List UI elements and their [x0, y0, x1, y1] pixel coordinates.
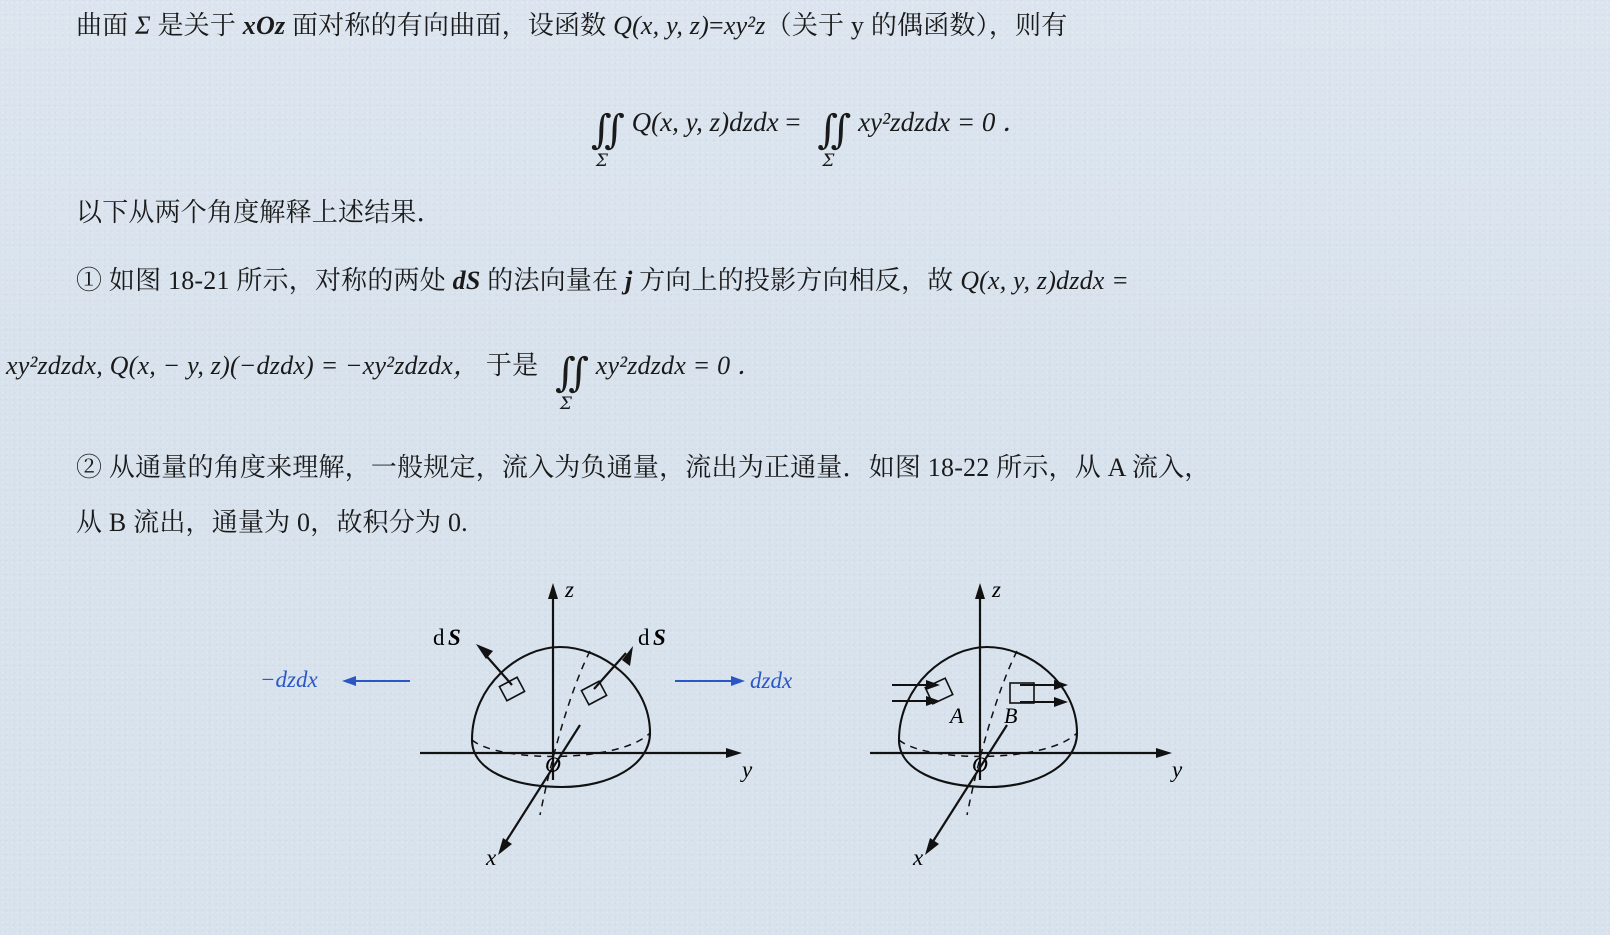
- meridian-dashed-2: [967, 651, 1017, 815]
- origin-label: O: [545, 752, 561, 777]
- ds-arrowhead-left: [476, 644, 493, 659]
- ds-label-right-d: d: [638, 625, 650, 650]
- y-axis-arrow: [726, 748, 742, 758]
- x-axis-label-2: x: [913, 845, 924, 870]
- paragraph-6: 从 B 流出，通量为 0，故积分为 0.: [76, 508, 468, 537]
- flux-arrowhead-right: [731, 676, 745, 686]
- eq-right-side: xy²zdzdx = 0 ．: [858, 107, 1030, 137]
- eq-equals: =: [785, 107, 801, 137]
- x-axis-arrow-2: [925, 838, 939, 855]
- y-axis-label: y: [742, 757, 753, 782]
- x-axis-arrow: [498, 838, 512, 855]
- q-function: Q(x, y, z): [613, 11, 709, 40]
- figure-18-21: [250, 565, 850, 925]
- label-b: B: [1004, 703, 1018, 728]
- origin-label-2: O: [972, 752, 988, 777]
- y-axis-arrow-2: [1156, 748, 1172, 758]
- x-axis-line-2: [932, 725, 1007, 843]
- p4-expression-b: xy²zdzdx = 0 ．: [595, 351, 764, 380]
- figure-18-22-svg: [870, 565, 1370, 925]
- eq-left-side: Q(x, y, z)dzdx: [631, 107, 779, 137]
- p1-text-b: 是关于: [150, 11, 243, 40]
- z-axis-label-2: z: [992, 577, 1001, 602]
- x-axis-line: [505, 725, 580, 843]
- p4-expression-a: xy²zdzdx, Q(x, − y, z)(−dzdx) = −xy²zdzdx，: [6, 351, 480, 380]
- ds-patch-right: [581, 681, 606, 705]
- surface-outline-2: [899, 647, 1077, 787]
- p3-q-expression: Q(x, y, z)dzdx =: [960, 266, 1129, 295]
- double-integral-symbol-2: ∬ Σ: [817, 107, 842, 172]
- integral-domain-sigma-3: Σ: [559, 393, 573, 414]
- p1-text-a: 曲面: [76, 11, 136, 40]
- surface-outline: [472, 647, 650, 787]
- display-equation: [0, 100, 1610, 172]
- figure-18-22: [870, 565, 1370, 925]
- paragraph-2: 以下从两个角度解释上述结果．: [76, 198, 443, 227]
- flux-label-right: dzdx: [750, 668, 793, 693]
- outflow-arrowhead-b-1: [1054, 680, 1068, 690]
- outflow-arrowhead-b-2: [1054, 697, 1068, 707]
- z-axis-label: z: [565, 577, 574, 602]
- flux-label-left: −dzdx: [260, 667, 318, 692]
- p3-text-c: 方向上的投影方向相反，故: [632, 266, 961, 295]
- q-expression: xy²z: [723, 11, 766, 40]
- integral-domain-sigma-1: Σ: [595, 151, 608, 172]
- double-integral-symbol-3: ∬ Σ: [555, 349, 580, 414]
- z-axis-arrow: [548, 583, 558, 599]
- z-axis-arrow-2: [975, 583, 985, 599]
- integral-domain-sigma-2: Σ: [822, 151, 835, 172]
- p1-text-c: 面对称的有向曲面，设函数: [285, 11, 614, 40]
- y-axis-label-2: y: [1172, 757, 1183, 782]
- sigma-symbol: Σ: [135, 11, 151, 40]
- xoz-plane: xOz: [242, 11, 286, 40]
- label-a: A: [950, 703, 964, 728]
- p1-text-d: （关于 y 的偶函数），则有: [765, 11, 1068, 40]
- paragraph-5: ② 从通量的角度来理解，一般规定，流入为负通量，流出为正通量．如图 18-22 所示，从 A 流入，: [76, 453, 1211, 482]
- j-vector-inline: j: [624, 266, 633, 295]
- p1-equals: =: [708, 11, 724, 40]
- paragraph-1: [76, 10, 1067, 43]
- figure-18-21-svg: [250, 565, 850, 925]
- flux-arrowhead-left: [342, 676, 356, 686]
- ds-patch-left: [499, 677, 524, 701]
- ds-vector-inline: dS: [452, 266, 481, 295]
- x-axis-label: x: [486, 845, 497, 870]
- meridian-dashed: [540, 651, 590, 815]
- ds-label-right-s: S: [653, 625, 666, 650]
- p3-text-b: 的法向量在: [480, 266, 625, 295]
- paragraph-3: [76, 265, 1129, 298]
- double-integral-symbol-1: ∬ Σ: [590, 107, 615, 172]
- p4-text-yushi: 于是: [485, 351, 539, 380]
- p3-text-a: ① 如图 18-21 所示，对称的两处: [76, 266, 453, 295]
- paragraph-4: [6, 349, 764, 414]
- ds-label-left-s: S: [448, 625, 461, 650]
- ds-label-left-d: d: [433, 625, 445, 650]
